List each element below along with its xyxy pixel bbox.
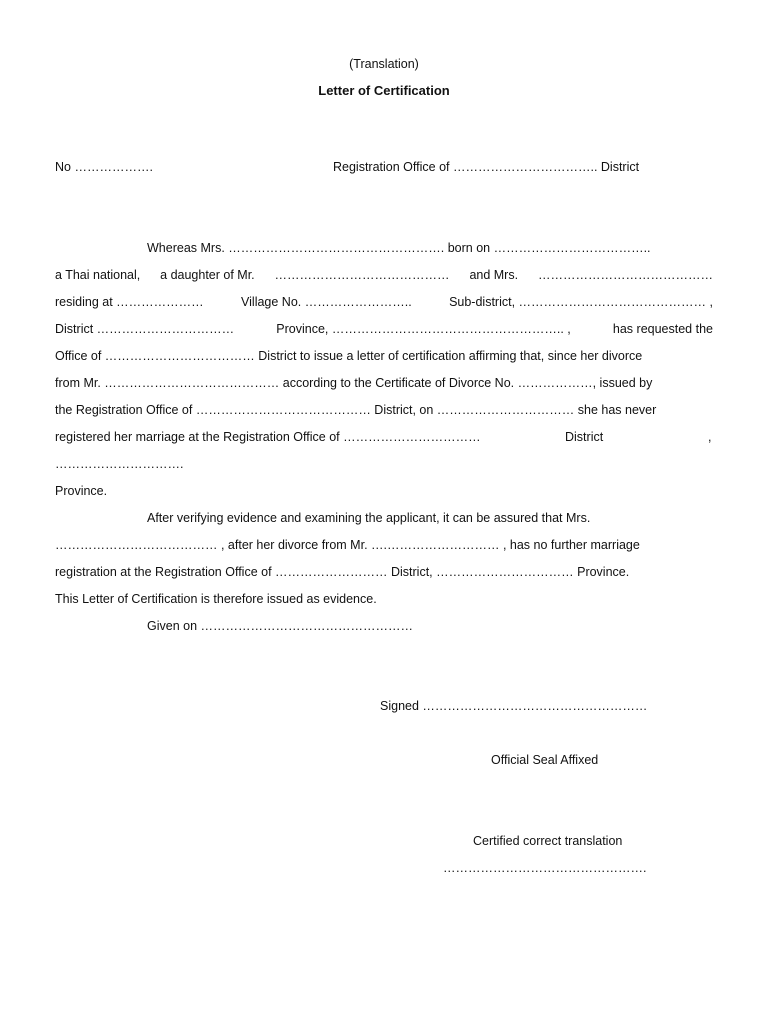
certifier-signature-line: …………………………………………. <box>443 861 647 875</box>
para1-line8-comma: , <box>708 430 712 444</box>
official-seal-note: Official Seal Affixed <box>491 753 599 767</box>
registration-office-reference: Registration Office of …………………………….. District <box>333 160 640 174</box>
document-title: Letter of Certification <box>318 83 450 98</box>
para1-line5 <box>55 348 713 364</box>
para1-line4-part3: has requested the <box>612 322 713 336</box>
para1-line9: …………………………. <box>55 457 184 471</box>
para1-line8-district: District <box>565 430 604 444</box>
para2-line1: After verifying evidence and examining the applicant, it can be assured that Mrs. <box>147 511 591 525</box>
para1-line7 <box>55 402 713 418</box>
para1-line2-part1: a Thai national, <box>55 268 141 282</box>
para1-line8-part1: registered her marriage at the Registration Office of …………………………… <box>55 430 481 444</box>
para1-line2-part2: a daughter of Mr. <box>160 268 255 282</box>
para1-line2-part5: …………………………………… <box>537 268 713 282</box>
para1-line1: Whereas Mrs. ……………………………………………. born on ……………………………….. <box>147 241 651 255</box>
certified-translation-label: Certified correct translation <box>473 834 623 848</box>
reference-number: No ………………. <box>55 160 153 174</box>
para2-line2 <box>55 537 713 553</box>
translation-note: (Translation) <box>349 57 419 71</box>
para1-line7-text: the Registration Office of …………………………………… District, on …………………………… she has never <box>55 403 657 417</box>
para1-line3-part2: Village No. …………………….. <box>241 295 412 309</box>
para2-line3: registration at the Registration Office of ……………………… District, …………………………… Province. <box>55 565 630 579</box>
para1-line4-part2: Province, ……………………………………………….. , <box>276 322 571 336</box>
para1-line10: Province. <box>55 484 108 498</box>
signed-line: Signed ……………………………………………… <box>380 699 648 713</box>
given-on-line: Given on …………………………………………… <box>147 619 414 633</box>
para1-line2-part4: and Mrs. <box>469 268 519 282</box>
para1-line2 <box>55 267 713 283</box>
para1-line2-part3: …………………………………… <box>274 268 450 282</box>
para1-line4-part1: District …………………………… <box>55 322 235 336</box>
para1-line6 <box>55 375 713 391</box>
para2-line2-text: ………………………………… , after her divorce from Mr. ….……………………… , has no further marriage <box>55 538 640 552</box>
para1-line3-part1: residing at ………………… <box>55 295 204 309</box>
para1-line5-text: Office of ……………………………… District to issue a letter of certification affirming that, since her divorce <box>55 349 643 363</box>
para1-line6-text: from Mr. …………………………………… according to the Certificate of Divorce No. ………………, issued by <box>55 376 653 390</box>
para1-line4 <box>55 321 713 337</box>
para1-line3-part3: Sub-district, ……………………………………… , <box>449 295 713 309</box>
para1-line8 <box>55 429 481 445</box>
para2-line4: This Letter of Certification is therefore issued as evidence. <box>55 592 377 606</box>
para1-line3 <box>55 294 713 310</box>
